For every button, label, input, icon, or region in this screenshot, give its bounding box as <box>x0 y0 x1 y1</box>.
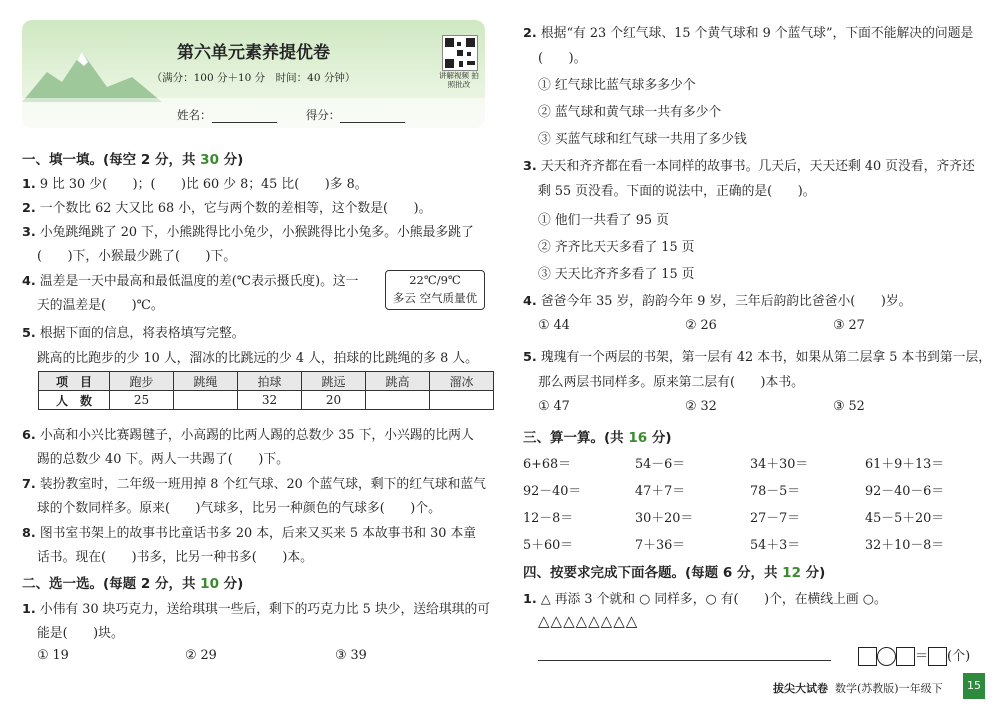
s1-question-5: 5. 根据下面的信息，将表格填写完整。 <box>22 326 245 341</box>
s1-question-1: 1. 9 比 30 少( )；( )比 60 少 8；45 比( )多 8。 <box>22 177 368 192</box>
table-cell: 人 数 <box>39 391 110 410</box>
section2-heading: 二、选一选。(每题 2 分，共 10 分) <box>22 576 244 592</box>
calc-item: 92－40－6＝ <box>865 484 945 499</box>
calc-item: 27－7＝ <box>750 511 801 526</box>
equation-row: ＝ (个) <box>858 645 970 666</box>
s2-q4-option-1[interactable]: ① 44 <box>538 318 570 333</box>
weather-temp: 22℃/9℃ <box>409 273 461 287</box>
table-cell: 跳远 <box>302 372 366 391</box>
s2-question-5: 5. 瑰瑰有一个两层的书架，第一层有 42 本书，如果从第二层拿 5 本书到第一层， <box>523 350 992 365</box>
s4-question-1: 1. △ 再添 3 个就和 ○ 同样多，○ 有( )个，在横线上画 ○。 <box>523 592 887 607</box>
brand-name: 拔尖大试卷 <box>773 682 828 695</box>
page-title: 第六单元素养提优卷 <box>177 43 330 63</box>
table-cell: 项 目 <box>39 372 110 391</box>
footer-brand <box>773 680 943 696</box>
calc-item: 92－40＝ <box>523 484 582 499</box>
s1-question-2: 2. 一个数比 62 大又比 68 小，它与两个数的差相等，这个数是( )。 <box>22 201 432 216</box>
calc-item: 78－5＝ <box>750 484 801 499</box>
calc-item: 32＋10－8＝ <box>865 538 945 553</box>
calc-item: 12－8＝ <box>523 511 574 526</box>
s1-question-7: 7. 装扮教室时，二年级一班用掉 8 个红气球、20 个蓝气球，剩下的红气球和蓝气 <box>22 477 486 492</box>
s2-q4-option-2[interactable]: ② 26 <box>685 318 717 333</box>
s1-question-7-cont: 球的个数同样多。原来( )气球多，比另一种颜色的气球多( )个。 <box>37 501 441 516</box>
s1-question-3: 3. 小兔跳绳跳了 20 下，小熊跳得比小兔少，小猴跳得比小兔多。小熊最多跳了 <box>22 225 474 240</box>
s2-q2-option-3[interactable]: ③ 买蓝气球和红气球一共用了多少钱 <box>538 132 747 147</box>
calc-item: 54＋3＝ <box>750 538 801 553</box>
s1-question-5-info: 跳高的比跑步的少 10 人，溜冰的比跳远的少 4 人，拍球的比跳绳的多 8 人。 <box>37 351 478 366</box>
calc-item: 6+68＝ <box>523 457 571 472</box>
table-cell: 20 <box>302 391 366 410</box>
s2-q1-option-2[interactable]: ② 29 <box>185 648 217 663</box>
calc-item: 5＋60＝ <box>523 538 574 553</box>
s2-question-4: 4. 爸爸今年 35 岁，韵韵今年 9 岁，三年后韵韵比爸爸小( )岁。 <box>523 294 912 309</box>
s2-q3-option-2[interactable]: ② 齐齐比天天多看了 15 页 <box>538 240 695 255</box>
s2-question-1-cont: 能是( )块。 <box>37 626 124 641</box>
table-cell: 25 <box>110 391 174 410</box>
s2-q2-option-2[interactable]: ② 蓝气球和黄气球一共有多少个 <box>538 105 722 120</box>
s1-question-6-cont: 踢的总数少 40 下。两人一共踢了( )下。 <box>37 452 289 467</box>
answer-box[interactable] <box>896 647 915 666</box>
s2-q2-option-1[interactable]: ① 红气球比蓝气球多多少个 <box>538 78 696 93</box>
answer-box[interactable] <box>858 647 877 666</box>
calc-item: 54－6＝ <box>635 457 686 472</box>
s2-question-1: 1. 小伟有 30 块巧克力，送给琪琪一些后，剩下的巧克力比 5 块少，送给琪琪的可 <box>22 602 491 617</box>
table-cell: 拍球 <box>238 372 302 391</box>
table-cell: 跳高 <box>366 372 430 391</box>
s2-question-5-cont: 那么两层书同样多。原来第二层有( )本书。 <box>538 375 804 390</box>
triangle-row: △△△△△△△△ <box>538 612 639 630</box>
table-cell-blank[interactable] <box>174 391 238 410</box>
table-row <box>39 391 494 410</box>
s2-q5-option-3[interactable]: ③ 52 <box>833 399 865 414</box>
calc-item: 47＋7＝ <box>635 484 686 499</box>
calc-item: 34＋30＝ <box>750 457 809 472</box>
answer-box[interactable] <box>928 647 947 666</box>
s2-q3-option-1[interactable]: ① 他们一共看了 95 页 <box>538 213 669 228</box>
table-cell: 跳绳 <box>174 372 238 391</box>
score-label: 得分： <box>305 108 341 122</box>
s1-question-6: 6. 小高和小兴比赛踢毽子，小高踢的比两人踢的总数少 35 下，小兴踢的比两人 <box>22 428 474 443</box>
qr-caption: 讲解视频 拍照批改 <box>439 71 479 89</box>
unit-label: (个) <box>947 649 971 664</box>
calc-item: 7＋36＝ <box>635 538 686 553</box>
s1-question-8-cont: 话书。现在( )书多，比另一种书多( )本。 <box>37 550 313 565</box>
answer-line[interactable] <box>538 660 831 661</box>
student-info-row <box>177 107 405 123</box>
name-label: 姓名： <box>177 108 212 122</box>
s2-q1-option-3[interactable]: ③ 39 <box>335 648 367 663</box>
table-cell-blank[interactable] <box>430 391 494 410</box>
sports-table <box>38 371 494 410</box>
section3-heading: 三、算一算。(共 16 分) <box>523 430 672 446</box>
calc-item: 45－5＋20＝ <box>865 511 945 526</box>
table-cell: 溜冰 <box>430 372 494 391</box>
s2-question-2: 2. 根据“有 23 个红气球、15 个黄气球和 9 个蓝气球”，下面不能解决的问题是 <box>523 26 974 41</box>
qr-code-icon[interactable] <box>442 35 478 71</box>
header-banner <box>22 20 485 128</box>
table-header-row <box>39 372 494 391</box>
s2-question-3: 3. 天天和齐齐都在看一本同样的故事书。几天后，天天还剩 40 页没看，齐齐还 <box>523 159 975 174</box>
s1-question-3-cont: ( )下，小猴最少跳了( )下。 <box>37 249 237 264</box>
s1-question-4: 4. 温差是一天中最高和最低温度的差(℃表示摄氏度)。这一 <box>22 274 359 289</box>
section4-heading: 四、按要求完成下面各题。(每题 6 分，共 12 分) <box>523 565 826 581</box>
table-cell: 跑步 <box>110 372 174 391</box>
s1-question-8: 8. 图书室书架上的故事书比童话书多 20 本，后来又买来 5 本故事书和 30 本童 <box>22 526 477 541</box>
weather-desc: 多云 空气质量优 <box>392 291 478 305</box>
book-name: 数学(苏教版)一年级下 <box>835 682 943 695</box>
section1-heading: 一、填一填。(每空 2 分，共 30 分) <box>22 152 244 168</box>
s2-question-3-cont: 剩 55 页没看。下面的说法中，正确的是( )。 <box>538 184 816 199</box>
s2-q5-option-2[interactable]: ② 32 <box>685 399 717 414</box>
s2-q3-option-3[interactable]: ③ 天天比齐齐多看了 15 页 <box>538 267 695 282</box>
s2-q5-option-1[interactable]: ① 47 <box>538 399 570 414</box>
calc-item: 61＋9＋13＝ <box>865 457 945 472</box>
name-field[interactable] <box>212 110 277 123</box>
weather-box <box>385 270 485 310</box>
score-field[interactable] <box>340 110 405 123</box>
page-number: 15 <box>963 673 985 699</box>
s1-question-4-cont: 天的温差是( )℃。 <box>37 298 164 313</box>
table-cell-blank[interactable] <box>366 391 430 410</box>
s2-q4-option-3[interactable]: ③ 27 <box>833 318 865 333</box>
s2-question-2-cont: ( )。 <box>538 51 587 66</box>
operator-circle[interactable] <box>877 647 896 666</box>
table-cell: 32 <box>238 391 302 410</box>
s2-q1-option-1[interactable]: ① 19 <box>37 648 69 663</box>
page-subtitle: （满分：100 分＋10 分 时间：40 分钟） <box>151 72 356 84</box>
calc-item: 30＋20＝ <box>635 511 694 526</box>
